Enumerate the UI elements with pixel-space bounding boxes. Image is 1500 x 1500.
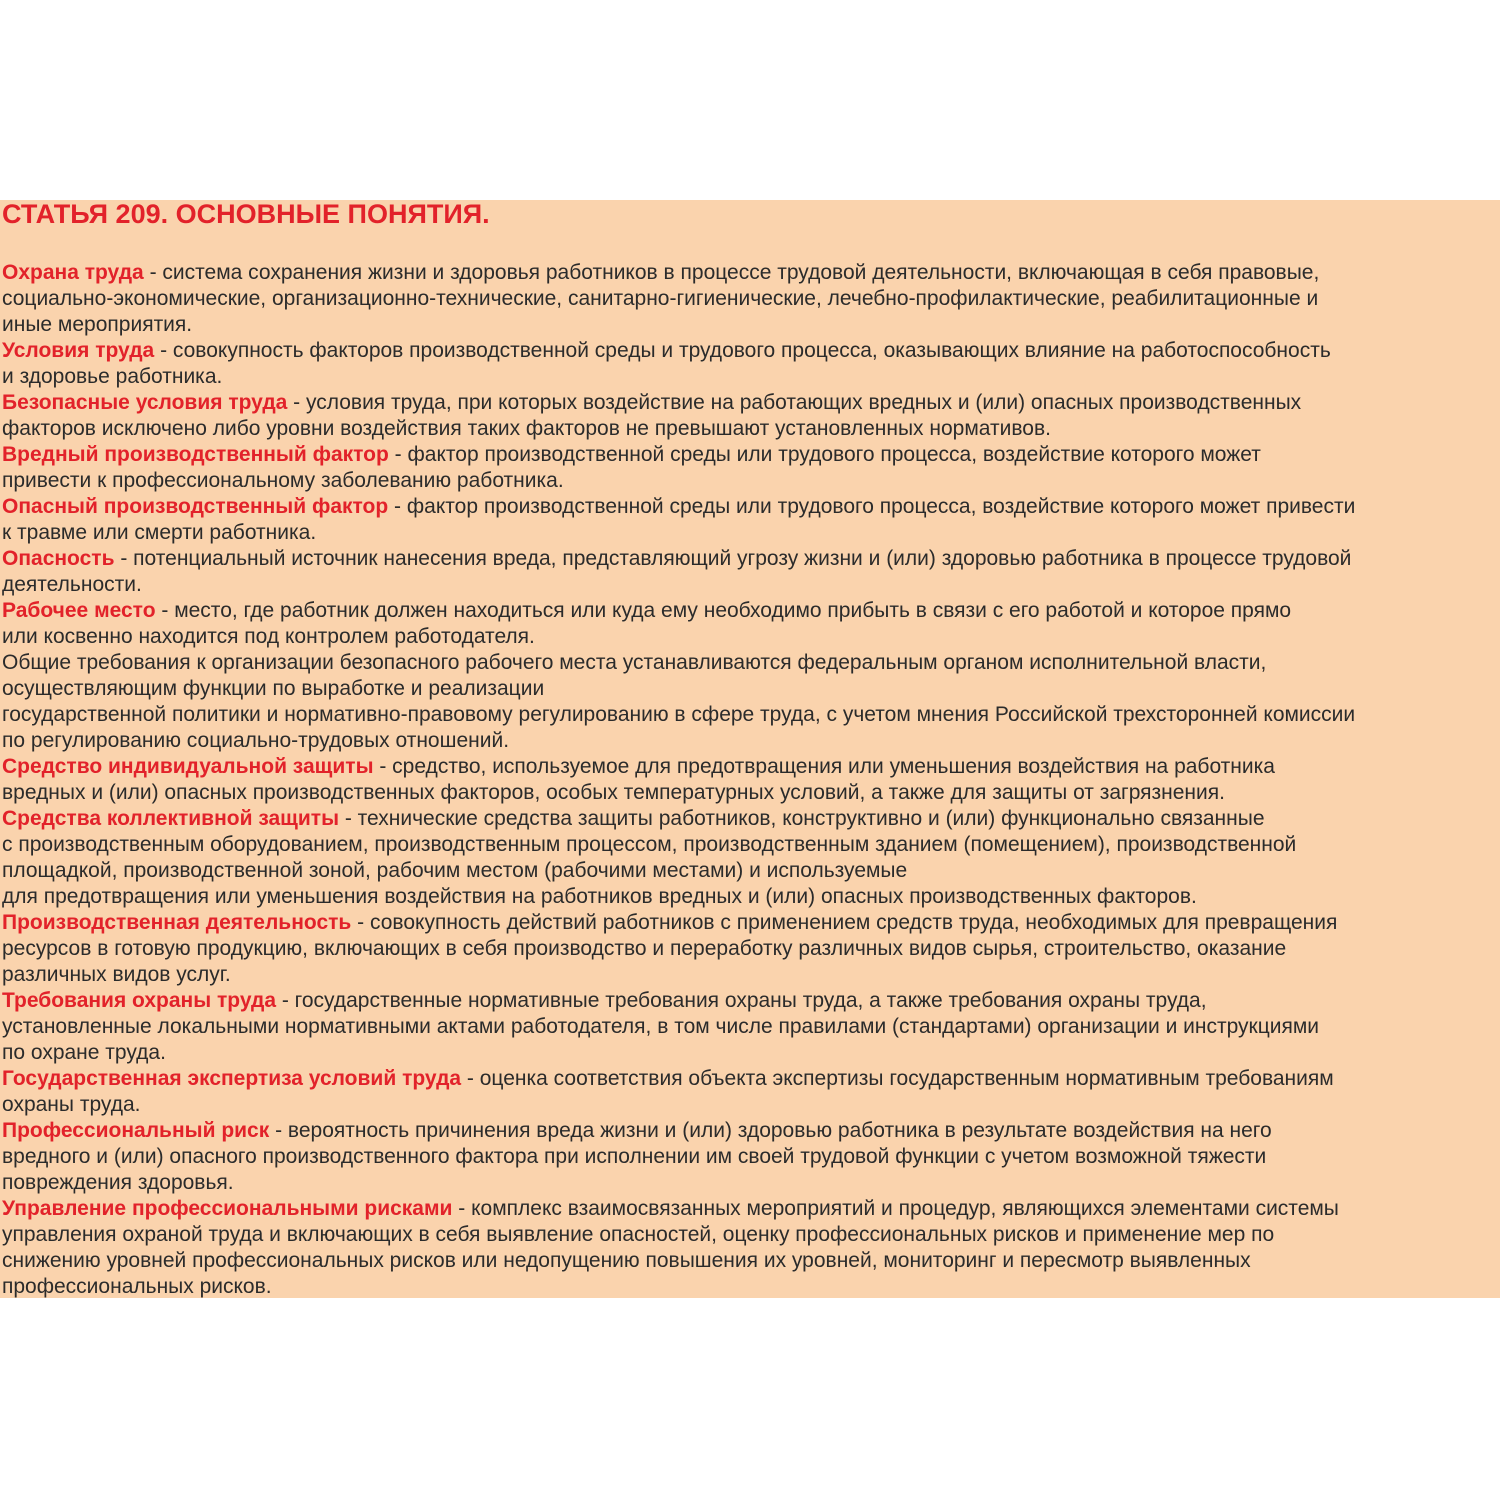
definition-first-line	[2, 390, 1498, 416]
definition-line	[2, 1170, 1498, 1196]
definition-text: - средство, используемое для предотвращения или уменьшения воздействия на работника	[373, 755, 1275, 778]
definition-line	[2, 312, 1498, 338]
definition-term: Охрана труда	[2, 261, 144, 284]
definition-term: Требования охраны труда	[2, 989, 276, 1012]
definition-first-line	[2, 546, 1498, 572]
definition-term: Условия труда	[2, 339, 155, 362]
definition-first-line	[2, 1196, 1498, 1222]
definition-text: - технические средства защиты работников, конструктивно и (или) функционально связанные	[339, 807, 1265, 830]
definition-line	[2, 364, 1498, 390]
definition-term: Производственная деятельность	[2, 911, 352, 934]
definition-line	[2, 962, 1498, 988]
definition-text: - вероятность причинения вреда жизни и (или) здоровью работника в результате воздействия на него	[269, 1119, 1272, 1142]
definition-text: Общие требования к организации безопасного рабочего места устанавливаются федеральным органом исполнительной власти,	[2, 651, 1267, 674]
definition-text: с производственным оборудованием, производственным процессом, производственным зданием (помещением), производственной	[2, 833, 1297, 856]
definition-line	[2, 572, 1498, 598]
article-title: СТАТЬЯ 209. ОСНОВНЫЕ ПОНЯТИЯ.	[2, 200, 490, 229]
definition-line	[2, 468, 1498, 494]
definition-text: иные мероприятия.	[2, 313, 193, 336]
definition-term: Опасный производственный фактор	[2, 495, 389, 518]
definition-text: ресурсов в готовую продукцию, включающих в себя производство и переработку различных видов сырья, строительство, оказание	[2, 937, 1287, 960]
definition-line	[2, 650, 1498, 676]
definition-text: снижению уровней профессиональных рисков или недопущению повышения их уровней, мониторинг и пересмотр выявленных	[2, 1249, 1251, 1272]
definition-text: повреждения здоровья.	[2, 1171, 234, 1194]
definition-term: Государственная экспертиза условий труда	[2, 1067, 462, 1090]
definition-first-line	[2, 598, 1498, 624]
definition-text: различных видов услуг.	[2, 963, 231, 986]
definition-text: - система сохранения жизни и здоровья работников в процессе трудовой деятельности, включающая в себя правовые,	[143, 261, 1320, 284]
definition-line	[2, 702, 1498, 728]
definition-text: по охране труда.	[2, 1041, 166, 1064]
definition-term: Рабочее место	[2, 599, 156, 622]
definition-line	[2, 416, 1498, 442]
definition-line	[2, 624, 1498, 650]
definition-line	[2, 1040, 1498, 1066]
definition-text: деятельности.	[2, 573, 142, 596]
definition-text: - условия труда, при которых воздействие на работающих вредных и (или) опасных производственных	[287, 391, 1302, 414]
definition-line	[2, 780, 1498, 806]
definitions-list	[2, 260, 1498, 1298]
definition-text: по регулированию социально-трудовых отношений.	[2, 729, 510, 752]
definition-term: Безопасные условия труда	[2, 391, 288, 414]
definition-first-line	[2, 806, 1498, 832]
definition-text: социально-экономические, организационно-технические, санитарно-гигиенические, лечебно-профилактические, реабилитационные и	[2, 287, 1319, 310]
definition-first-line	[2, 260, 1498, 286]
definition-first-line	[2, 988, 1498, 1014]
definition-first-line	[2, 338, 1498, 364]
definition-text: и здоровье работника.	[2, 365, 223, 388]
definition-text: к травме или смерти работника.	[2, 521, 317, 544]
definition-line	[2, 1144, 1498, 1170]
definition-text: - совокупность факторов производственной среды и трудового процесса, оказывающих влияние на работоспособность	[154, 339, 1331, 362]
definition-text: управления охраной труда и включающих в себя выявление опасностей, оценку профессиональных рисков и применение мер по	[2, 1223, 1275, 1246]
definition-first-line	[2, 1118, 1498, 1144]
definition-term: Управление профессиональными рисками	[2, 1197, 453, 1220]
definition-line	[2, 1222, 1498, 1248]
definition-text: или косвенно находится под контролем работодателя.	[2, 625, 535, 648]
definition-text: профессиональных рисков.	[2, 1275, 272, 1298]
definition-text: - оценка соответствия объекта экспертизы государственным нормативным требованиям	[461, 1067, 1334, 1090]
definition-line	[2, 1092, 1498, 1118]
definition-text: - потенциальный источник нанесения вреда, представляющий угрозу жизни и (или) здоровью работника в процессе трудовой	[114, 547, 1352, 570]
definition-first-line	[2, 754, 1498, 780]
definition-first-line	[2, 442, 1498, 468]
definition-text: осуществляющим функции по выработке и реализации	[2, 677, 545, 700]
definition-term: Профессиональный риск	[2, 1119, 270, 1142]
definition-text: государственной политики и нормативно-правовому регулированию в сфере труда, с учетом мнения Российской трехсторонней комиссии	[2, 703, 1356, 726]
definition-line	[2, 1274, 1498, 1298]
definition-term: Средство индивидуальной защиты	[2, 755, 374, 778]
definition-text: - комплекс взаимосвязанных мероприятий и процедур, являющихся элементами системы	[452, 1197, 1339, 1220]
definition-line	[2, 676, 1498, 702]
definition-text: привести к профессиональному заболеванию работника.	[2, 469, 564, 492]
definition-line	[2, 1248, 1498, 1274]
definition-line	[2, 858, 1498, 884]
definition-text: факторов исключено либо уровни воздействия таких факторов не превышают установленных нормативов.	[2, 417, 1051, 440]
definition-term: Опасность	[2, 547, 115, 570]
definition-first-line	[2, 1066, 1498, 1092]
definition-text: для предотвращения или уменьшения воздействия на работников вредных и (или) опасных производственных факторов.	[2, 885, 1197, 908]
definition-term: Средства коллективной защиты	[2, 807, 340, 830]
definition-line	[2, 1014, 1498, 1040]
definition-text: вредного и (или) опасного производственного фактора при исполнении им своей трудовой функции с учетом возможной тяжести	[2, 1145, 1267, 1168]
definition-line	[2, 884, 1498, 910]
definition-text: - государственные нормативные требования охраны труда, а также требования охраны труда,	[276, 989, 1207, 1012]
definition-text: - фактор производственной среды или трудового процесса, воздействие которого может	[388, 443, 1261, 466]
definition-text: охраны труда.	[2, 1093, 141, 1116]
article-panel	[0, 200, 1500, 1298]
definition-text: вредных и (или) опасных производственных факторов, особых температурных условий, а также для защиты от загрязнения.	[2, 781, 1225, 804]
definition-term: Вредный производственный фактор	[2, 443, 389, 466]
definition-line	[2, 728, 1498, 754]
definition-line	[2, 832, 1498, 858]
definition-text: - фактор производственной среды или трудового процесса, воздействие которого может привести	[388, 495, 1356, 518]
definition-text: - совокупность действий работников с применением средств труда, необходимых для превращения	[351, 911, 1338, 934]
definition-line	[2, 936, 1498, 962]
definition-first-line	[2, 910, 1498, 936]
definition-text: - место, где работник должен находиться или куда ему необходимо прибыть в связи с его работой и которое прямо	[155, 599, 1292, 622]
definition-text: площадкой, производственной зоной, рабочим местом (рабочими местами) и используемые	[2, 859, 908, 882]
definition-first-line	[2, 494, 1498, 520]
definition-line	[2, 286, 1498, 312]
definition-line	[2, 520, 1498, 546]
definition-text: установленные локальными нормативными актами работодателя, в том числе правилами (стандартами) организации и инструкциями	[2, 1015, 1320, 1038]
